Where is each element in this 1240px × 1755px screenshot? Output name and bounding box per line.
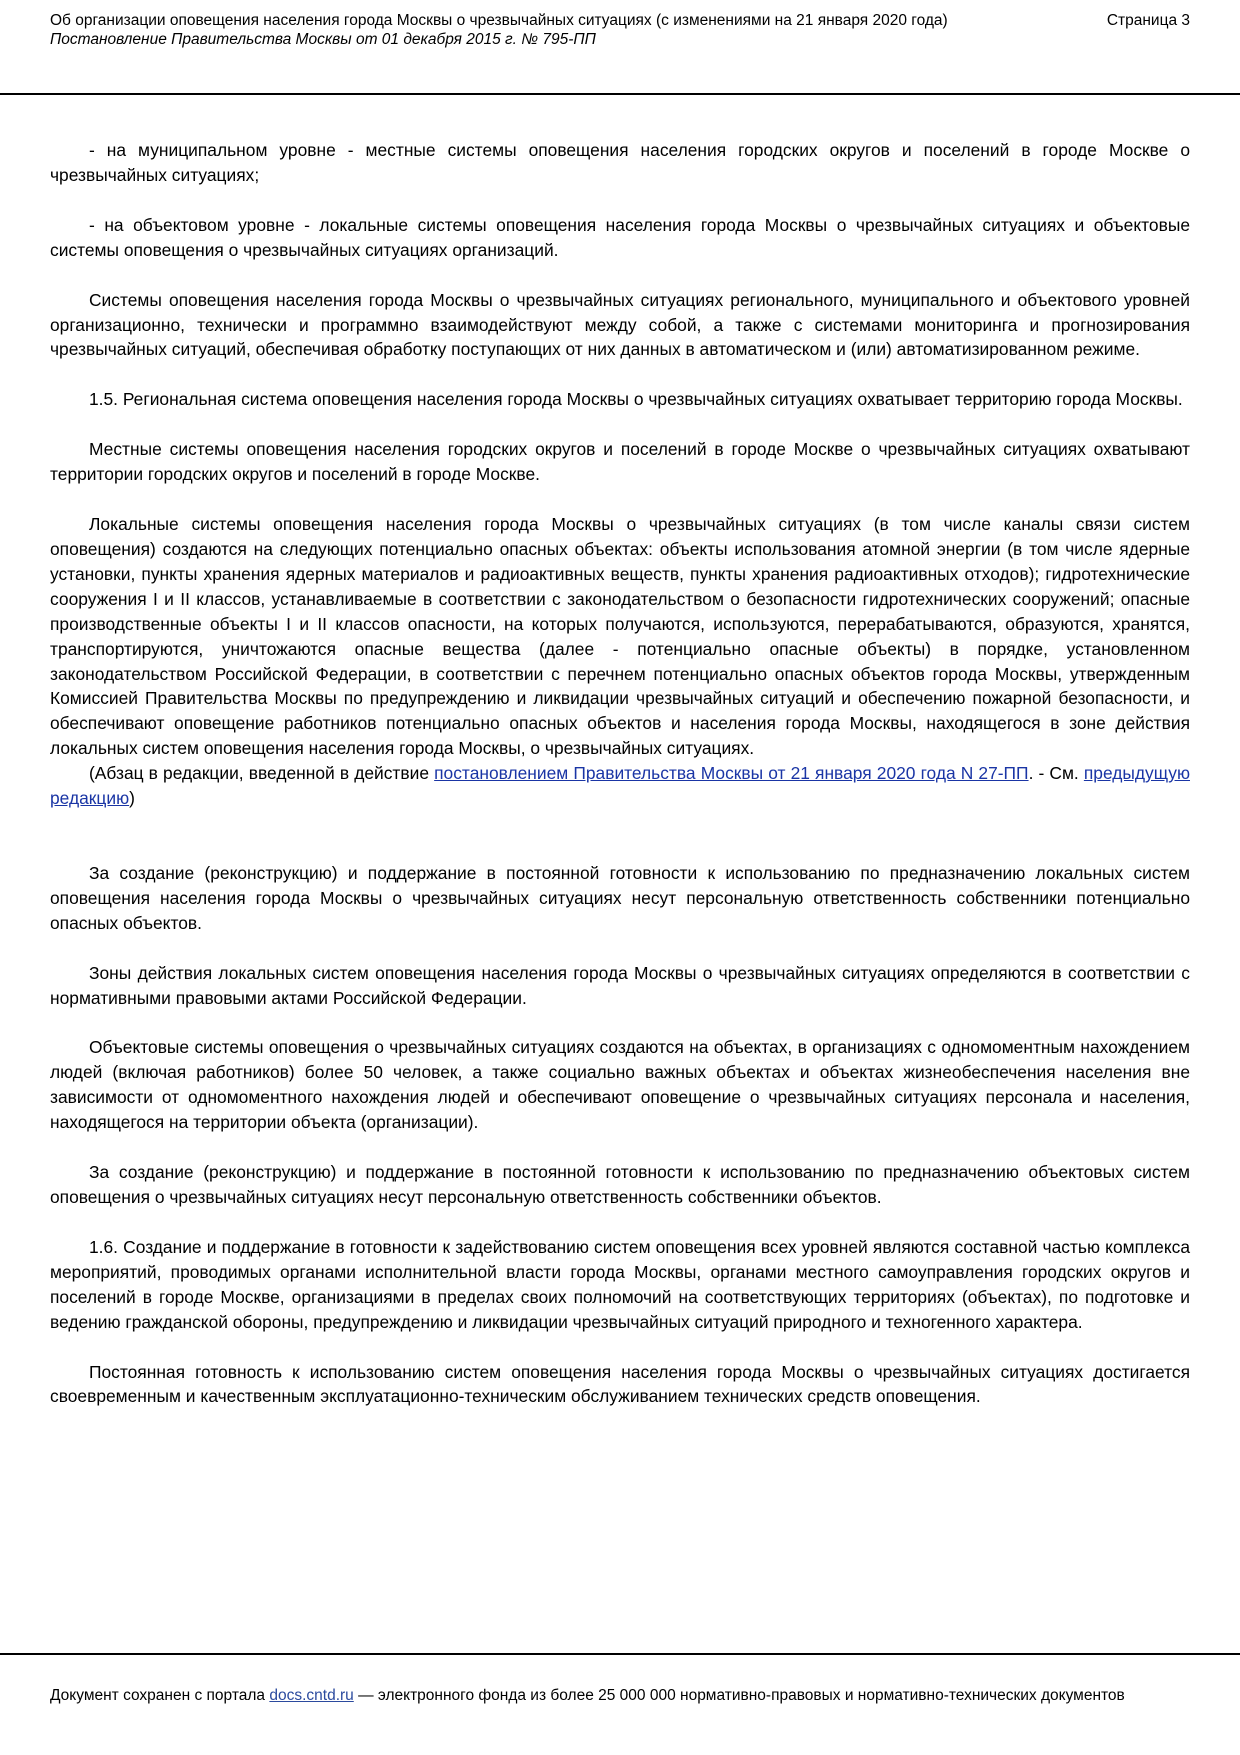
portal-link[interactable]: docs.cntd.ru [269, 1687, 354, 1704]
amendment-link[interactable]: постановлением Правительства Москвы от 21 января 2020 года N 27-ПП [434, 763, 1029, 784]
paragraph: - на объектовом уровне - локальные системы оповещения населения города Москвы о чрезвычайных ситуациях и объектовые системы оповещения о чрезвычайных ситуациях организаций. [50, 214, 1190, 260]
paragraph: За создание (реконструкцию) и поддержание в постоянной готовности к использованию по предназначению локальных систем оповещения населения города Москвы о чрезвычайных ситуациях несут персональную ответственность собственники потенциально опасных объектов. [50, 862, 1190, 933]
document-body [50, 138, 1190, 1434]
document-title: Об организации оповещения населения города Москвы о чрезвычайных ситуациях (с изменениями на 21 января 2020 года) [50, 12, 948, 29]
document-subtitle: Постановление Правительства Москвы от 01 декабря 2015 г. № 795-ПП [50, 31, 596, 48]
paragraph: Локальные системы оповещения населения города Москвы о чрезвычайных ситуациях (в том числе каналы связи систем оповещения) создаются на следующих потенциально опасных объектах: объекты использования атомной энергии (в том числе ядерные установки, пункты хранения ядерных материалов и радиоактивных веществ, пункты хранения радиоактивных отходов); гидротехнические сооружения I и II классов, устанавливаемые в соответствии с законодательством о безопасности гидротехнических сооружений; опасные производственные объекты I и II классов опасности, на которых получаются, используются, перерабатываются, образуются, хранятся, транспортируются, уничтожаются опасные вещества (далее - потенциально опасные объекты) в порядке, установленном законодательством Российской Федерации, в соответствии с перечнем потенциально опасных объектов города Москвы, утвержденным Комиссией Правительства Москвы по предупреждению и ликвидации чрезвычайных ситуаций и обеспечению пожарной безопасности, и обеспечивают оповещение работников потенциально опасных объектов и населения города Москвы, находящегося в зоне действия локальных систем оповещения населения города Москвы, о чрезвычайных ситуациях. [50, 514, 1190, 759]
paragraph: 1.5. Региональная система оповещения населения города Москвы о чрезвычайных ситуациях охватывает территорию города Москвы. [89, 389, 1183, 410]
paragraph: Системы оповещения населения города Москвы о чрезвычайных ситуациях регионального, муниципального и объектового уровней организационно, технически и программно взаимодействуют между собой, а также с системами мониторинга и прогнозирования чрезвычайных ситуаций, обеспечивая обработку поступающих от них данных в автоматическом и (или) автоматизированном режиме. [50, 289, 1190, 360]
header-divider [0, 93, 1240, 95]
paragraph: Местные системы оповещения населения городских округов и поселений в городе Москве о чрезвычайных ситуациях охватывают территории городских округов и поселений в городе Москве. [50, 439, 1190, 485]
previous-edition-link[interactable]: предыдущую редакцию [50, 763, 1190, 809]
note-suffix: ) [129, 788, 135, 809]
note-prefix: (Абзац в редакции, введенной в действие [89, 763, 435, 784]
paragraph: Объектовые системы оповещения о чрезвычайных ситуациях создаются на объектах, в организациях с одномоментным нахождением людей (включая работников) более 50 человек, а также социально важных объектах и объектах жизнеобеспечения населения вне зависимости от одномоментного нахождения людей и обеспечивают оповещение о чрезвычайных ситуациях персонала и населения, находящегося на территории объекта (организации). [50, 1037, 1190, 1133]
paragraph: Постоянная готовность к использованию систем оповещения населения города Москвы о чрезвычайных ситуациях достигается своевременным и качественным эксплуатационно-техническим обслуживанием технических средств оповещения. [50, 1361, 1190, 1407]
paragraph: За создание (реконструкцию) и поддержание в постоянной готовности к использованию по предназначению объектовых систем оповещения о чрезвычайных ситуациях несут персональную ответственность собственники объектов. [50, 1162, 1190, 1207]
footer-divider [0, 1653, 1240, 1655]
page-footer [50, 1686, 1190, 1705]
paragraph: - на муниципальном уровне - местные системы оповещения населения городских округов и поселений в городе Москве о чрезвычайных ситуациях; [50, 140, 1190, 185]
note-middle: . - См. [1028, 763, 1084, 784]
page-header [50, 11, 1190, 49]
page-number: Страница 3 [1106, 12, 1190, 29]
paragraph: Зоны действия локальных систем оповещения населения города Москвы о чрезвычайных ситуациях определяются в соответствии с нормативными правовыми актами Российской Федерации. [50, 962, 1190, 1008]
revision-note [50, 761, 1190, 811]
paragraph: 1.6. Создание и поддержание в готовности к задействованию систем оповещения всех уровней являются составной частью комплекса мероприятий, проводимых органами исполнительной власти города Москвы, органами местного самоуправления городских округов и поселений в городе Москве, организациями в пределах своих полномочий на соответствующих территориях (объектах), по подготовке и ведению гражданской обороны, предупреждению и ликвидации чрезвычайных ситуаций природного и техногенного характера. [50, 1236, 1190, 1332]
footer-suffix: — электронного фонда из более 25 000 000 нормативно-правовых и нормативно-технических документов [353, 1687, 1125, 1704]
footer-prefix: Документ сохранен с портала [50, 1687, 270, 1704]
